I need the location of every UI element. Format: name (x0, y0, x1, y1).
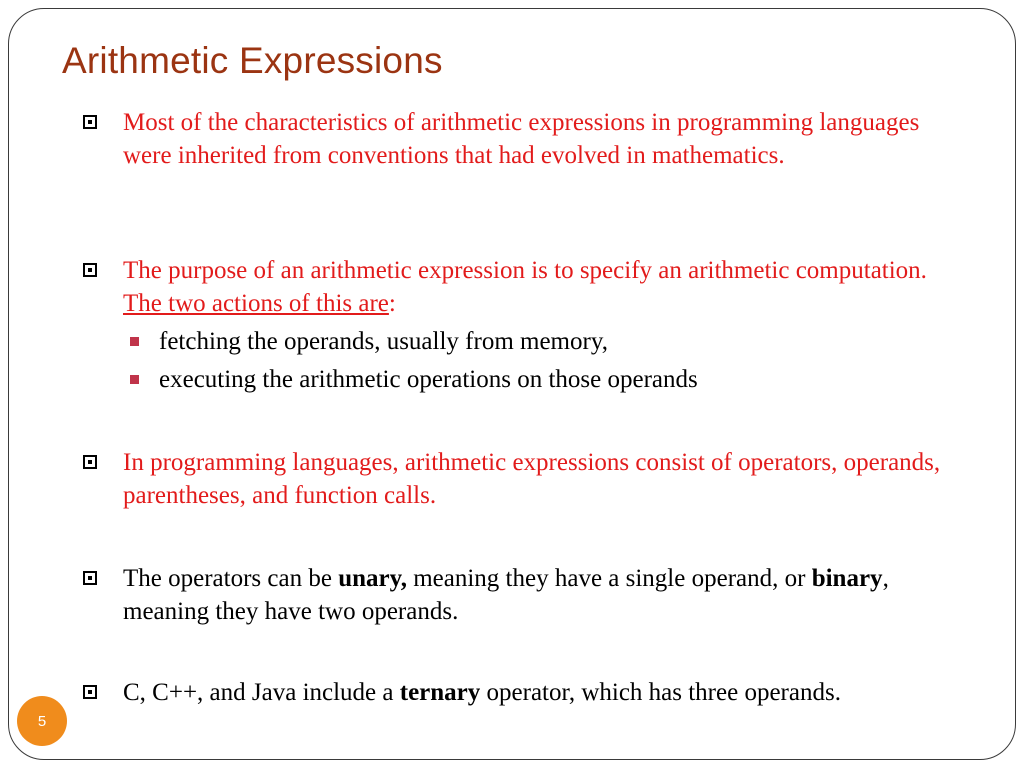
bullet-4-text-b: meaning they have a single operand, or (406, 565, 812, 592)
bullet-4 (123, 562, 963, 628)
term-ternary: ternary (399, 679, 481, 706)
page-number-badge: 5 (17, 696, 67, 746)
sub-bullet-2-text: executing the arithmetic operations on those operands (159, 366, 698, 393)
sub-bullet-1 (159, 325, 959, 358)
bullet-5-text-b: operator, which has three operands. (480, 679, 841, 706)
bullet-3-text: In programming languages, arithmetic expressions consist of operators, operands, parentheses, and function calls. (123, 449, 941, 509)
bullet-2-underlined: The two actions of this are (123, 290, 389, 317)
square-bullet-icon (83, 685, 97, 699)
small-square-bullet-icon (130, 337, 139, 346)
bullet-2 (123, 254, 963, 320)
square-bullet-icon (83, 263, 97, 277)
bullet-2-colon: : (388, 290, 396, 317)
bullet-5-text-a: C, C++, and Java include a (123, 679, 400, 706)
term-binary: binary (811, 565, 883, 592)
term-unary: unary, (338, 565, 407, 592)
square-bullet-icon (83, 571, 97, 585)
bullet-1-text: Most of the characteristics of arithmetic expressions in programming languages were inherited from conventions that had evolved in mathematics. (123, 109, 920, 169)
bullet-4-text-c: , meaning they have two operands. (123, 565, 889, 625)
square-bullet-icon (83, 115, 97, 129)
square-bullet-icon (83, 455, 97, 469)
slide-title: Arithmetic Expressions (62, 40, 443, 81)
sub-bullet-1-text: fetching the operands, usually from memory, (159, 328, 608, 355)
bullet-4-text-a: The operators can be (123, 565, 339, 592)
bullet-5 (123, 676, 963, 709)
sub-bullet-2 (159, 363, 959, 396)
small-square-bullet-icon (130, 375, 139, 384)
bullet-2-text: The purpose of an arithmetic expression is to specify an arithmetic computation. (123, 257, 927, 284)
bullet-1 (123, 106, 963, 172)
bullet-3 (123, 446, 963, 512)
